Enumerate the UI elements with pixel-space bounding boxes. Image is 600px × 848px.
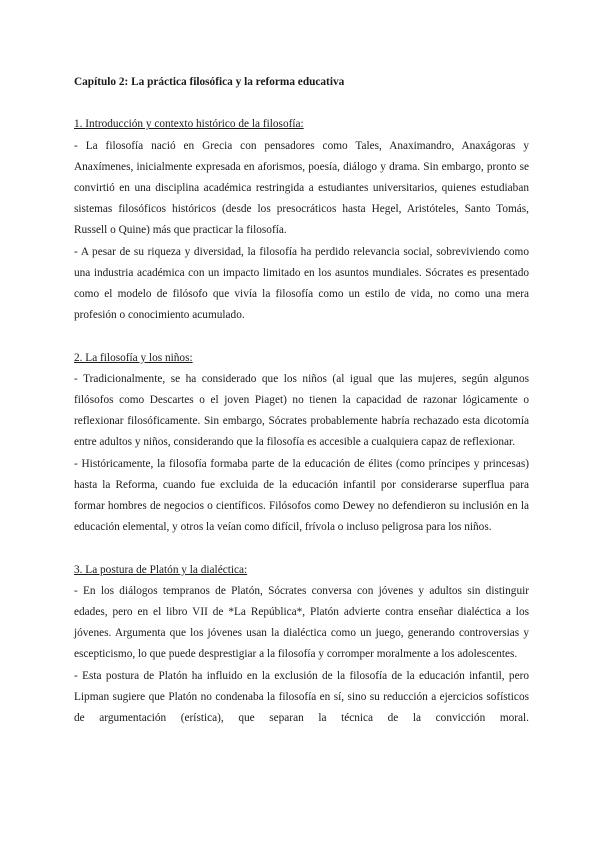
section-heading: 1. Introducción y contexto histórico de la filosofía: [74, 118, 304, 131]
paragraph: - Tradicionalmente, se ha considerado que los niños (al igual que las mujeres, según algunos filósofos como Descartes o el joven Piaget) no tienen la capacidad de razonar lógicamente o reflexionar filosóficamente. Sin embargo, Sócrates probablemente habría rechazado esta dicotomía entre adultos y niños, considerando que la filosofía es accesible a cualquiera capaz de reflexionar. [74, 372, 529, 449]
section-heading: 3. La postura de Platón y la dialéctica: [74, 563, 248, 576]
section-philosophy-and-children [74, 348, 529, 539]
section-heading: 2. La filosofía y los niños: [74, 351, 193, 364]
paragraph: - Históricamente, la filosofía formaba parte de la educación de élites (como príncipes y princesas) hasta la Reforma, cuando fue excluida de la educación infantil por considerarse superflua para formar hombres de negocios o científicos. Filósofos como Dewey no defendieron su inclusión en la educación elemental, y otros la veían como difícil, frívola o incluso peligrosa para los niños. [74, 457, 529, 534]
chapter-title: Capítulo 2: La práctica filosófica y la reforma educativa [74, 76, 345, 88]
paragraph: - Esta postura de Platón ha influido en la exclusión de la filosofía de la educación infantil, pero Lipman sugiere que Platón no condenaba la filosofía en sí, sino su reducción a ejercicios sofísticos de argumentación (erística), que separan la técnica de la convicción moral. [74, 669, 529, 725]
paragraph: - La filosofía nació en Grecia con pensadores como Tales, Anaximandro, Anaxágoras y Anaxímenes, inicialmente expresada en aforismos, poesía, diálogo y drama. Sin embargo, pronto se convirtió en una disciplina académica restringida a estudiantes universitarios, quienes estudiaban sistemas filosóficos históricos (desde los presocráticos hasta Hegel, Aristóteles, Santo Tomás, Russell o Quine) más que practicar la filosofía. [74, 139, 529, 237]
paragraph: - En los diálogos tempranos de Platón, Sócrates conversa con jóvenes y adultos sin distinguir edades, pero en el libro VII de *La República*, Platón advierte contra enseñar dialéctica a los jóvenes. Argumenta que los jóvenes usan la dialéctica como un juego, generando controversias y escepticismo, lo que puede desprestigiar a la filosofía y corromper moralmente a los adolescentes. [74, 584, 529, 661]
section-plato-dialectic [74, 560, 529, 730]
paragraph: - A pesar de su riqueza y diversidad, la filosofía ha perdido relevancia social, sobreviviendo como una industria académica con un impacto limitado en los asuntos mundiales. Sócrates es presentado como el modelo de filósofo que vivía la filosofía como un estilo de vida, no como una mera profesión o conocimiento acumulado. [74, 245, 529, 322]
section-introduction [74, 114, 529, 326]
